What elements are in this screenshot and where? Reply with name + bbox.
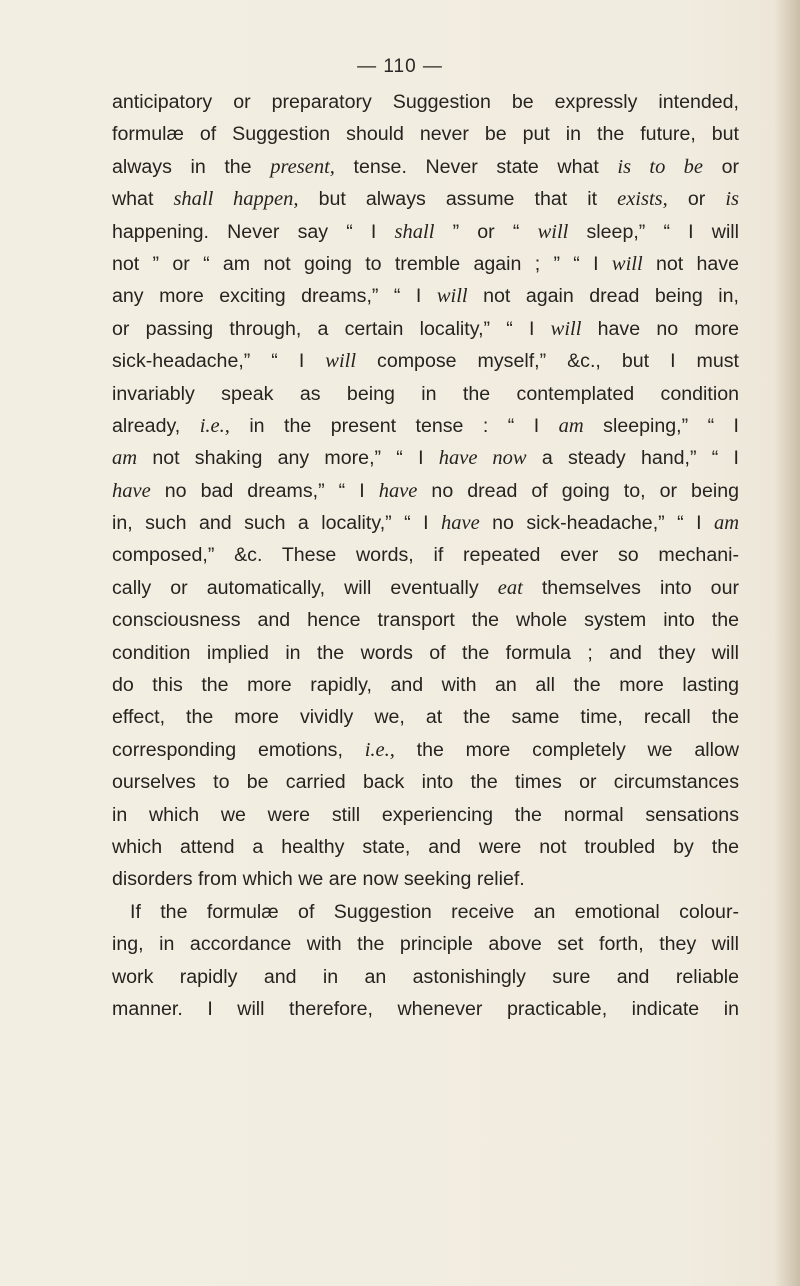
text-line bbox=[112, 863, 739, 895]
italic-text: am bbox=[112, 447, 138, 470]
text-line bbox=[112, 701, 739, 733]
text-line bbox=[112, 118, 739, 150]
italic-text: will bbox=[436, 285, 468, 308]
text-run: in which we were still experiencing the normal sensations bbox=[112, 803, 739, 826]
text-run: ing, in accordance with the principle above set forth, they will bbox=[112, 933, 739, 956]
italic-text: shall happen, bbox=[173, 188, 299, 211]
text-run: invariably speak as being in the contemplated condition bbox=[112, 382, 739, 405]
text-line bbox=[112, 507, 739, 539]
text-run: or bbox=[667, 188, 726, 211]
text-line bbox=[112, 961, 739, 993]
body-text bbox=[112, 86, 739, 1025]
italic-text: will bbox=[550, 317, 582, 340]
italic-text: i.e., bbox=[364, 738, 395, 761]
italic-text: have bbox=[378, 479, 418, 502]
text-run: ourselves to be carried back into the times or circumstances bbox=[112, 771, 739, 794]
text-run: not shaking any more,” “ I bbox=[137, 447, 439, 470]
italic-text: will bbox=[537, 220, 569, 243]
text-line bbox=[112, 669, 739, 701]
text-run: in, such and such a locality,” “ I bbox=[112, 512, 441, 535]
text-run: happening. Never say “ I bbox=[112, 220, 395, 243]
text-line bbox=[112, 896, 739, 928]
text-run: anticipatory or preparatory Suggestion be expressly intended, bbox=[112, 91, 739, 113]
text-run: or passing through, a certain locality,” “ I bbox=[112, 317, 551, 340]
text-run: composed,” &c. These words, if repeated ever so mechani- bbox=[112, 544, 739, 567]
italic-text: have bbox=[440, 512, 480, 535]
text-run: sick-headache,” “ I bbox=[112, 350, 326, 373]
text-line bbox=[112, 604, 739, 636]
text-line bbox=[112, 734, 739, 766]
italic-text: will bbox=[611, 252, 643, 275]
text-run: the more completely we allow bbox=[394, 738, 739, 761]
text-run: If the formulæ of Suggestion receive an emotional colour- bbox=[130, 900, 739, 923]
text-run: effect, the more vividly we, at the same time, recall the bbox=[112, 706, 739, 729]
text-line bbox=[112, 572, 739, 604]
text-run: always in the bbox=[112, 155, 271, 178]
text-run: in the present tense : “ I bbox=[229, 414, 559, 437]
text-run: manner. I will therefore, whenever practicable, indicate in bbox=[112, 997, 739, 1020]
text-line bbox=[112, 831, 739, 863]
text-run: not ” or “ am not going to tremble again ; ” “ I bbox=[112, 252, 612, 275]
page-edge-shadow bbox=[774, 0, 800, 1286]
text-run: any more exciting dreams,” “ I bbox=[112, 285, 437, 308]
text-line bbox=[112, 248, 739, 280]
text-line bbox=[112, 345, 739, 377]
text-line bbox=[112, 993, 739, 1025]
italic-text: exists, bbox=[617, 188, 668, 211]
italic-text: i.e., bbox=[199, 414, 230, 437]
text-line bbox=[112, 151, 739, 183]
text-run: what bbox=[112, 188, 174, 211]
italic-text: am bbox=[558, 414, 584, 437]
text-line bbox=[112, 378, 739, 410]
text-run: sleep,” “ I will bbox=[568, 220, 740, 243]
text-run: have no more bbox=[581, 317, 739, 340]
italic-text: is to be bbox=[617, 155, 703, 178]
text-run: tense. Never state what bbox=[334, 155, 618, 178]
text-run: no bad dreams,” “ I bbox=[150, 479, 379, 502]
text-run: but always assume that it bbox=[298, 188, 618, 211]
text-line bbox=[112, 313, 739, 345]
text-line bbox=[112, 799, 739, 831]
text-run: not again dread being in, bbox=[467, 285, 739, 308]
text-run: themselves into our bbox=[522, 576, 739, 599]
text-run: which attend a healthy state, and were not troubled by the bbox=[112, 835, 739, 858]
text-line bbox=[112, 183, 739, 215]
italic-text: have bbox=[112, 479, 151, 502]
italic-text: is bbox=[725, 188, 740, 211]
page-number: — 110 — bbox=[357, 56, 443, 77]
text-line bbox=[112, 475, 739, 507]
text-line bbox=[112, 928, 739, 960]
text-run: corresponding emotions, bbox=[112, 738, 365, 761]
text-run: work rapidly and in an astonishingly sure and reliable bbox=[112, 965, 739, 988]
text-run: compose myself,” &c., but I must bbox=[356, 350, 739, 373]
italic-text: have now bbox=[438, 447, 527, 470]
text-line bbox=[112, 637, 739, 669]
text-run: cally or automatically, will eventually bbox=[112, 576, 498, 599]
text-run: no dread of going to, or being bbox=[417, 479, 739, 502]
text-run: consciousness and hence transport the whole system into the bbox=[112, 609, 739, 632]
text-run: formulæ of Suggestion should never be put in the future, but bbox=[112, 123, 739, 146]
italic-text: present, bbox=[270, 155, 335, 178]
text-line bbox=[112, 410, 739, 442]
italic-text: am bbox=[713, 512, 740, 535]
text-run: already, bbox=[112, 414, 200, 437]
text-line bbox=[112, 280, 739, 312]
text-run: do this the more rapidly, and with an all the more lasting bbox=[112, 674, 739, 697]
text-run: condition implied in the words of the formula ; and they will bbox=[112, 641, 739, 664]
text-run: or bbox=[702, 155, 739, 178]
text-run: ” or “ bbox=[434, 220, 538, 243]
italic-text: shall bbox=[394, 220, 435, 243]
text-run: disorders from which we are now seeking relief. bbox=[112, 868, 525, 891]
text-line bbox=[112, 442, 739, 474]
italic-text: will bbox=[325, 350, 357, 373]
text-line bbox=[112, 216, 739, 248]
text-run: sleeping,” “ I bbox=[583, 414, 739, 437]
text-run: a steady hand,” “ I bbox=[526, 447, 739, 470]
italic-text: eat bbox=[497, 576, 523, 599]
text-run: no sick-headache,” “ I bbox=[479, 512, 714, 535]
text-line bbox=[112, 766, 739, 798]
text-run: not have bbox=[642, 252, 739, 275]
text-line bbox=[112, 539, 739, 571]
text-line bbox=[112, 86, 739, 118]
